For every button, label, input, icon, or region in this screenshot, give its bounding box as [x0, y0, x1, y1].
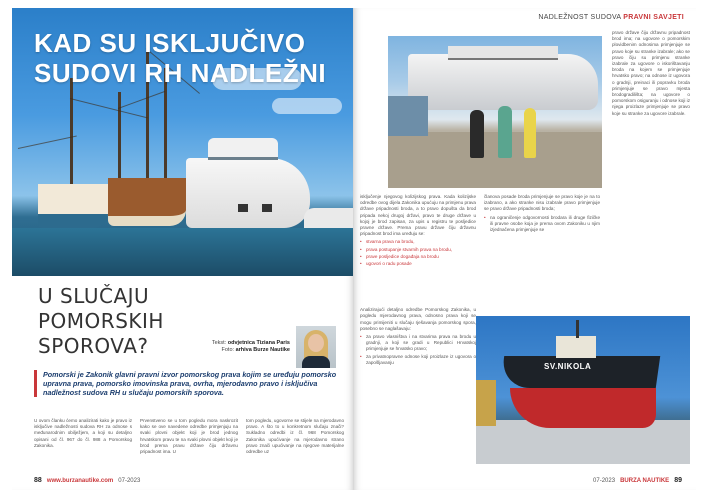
- list-item: • na ograničenje odgovornosti brodara ili druge fizičke ili pravne osobe koja je prema ovom Zakoniku u njim izjednačena primjenjuje se: [484, 215, 600, 234]
- right-page: [354, 8, 696, 490]
- list-item: • ugovori o radu posade: [360, 261, 476, 267]
- left-page-number: 88: [34, 477, 42, 484]
- photo-credit-label: Foto:: [221, 347, 235, 353]
- right-col-3: [612, 30, 690, 119]
- left-page: [12, 8, 354, 490]
- photo-credit-name: arhiva Burze Nautike: [235, 347, 290, 353]
- headline-line2: SPOROVA?: [38, 334, 149, 358]
- footer-issue: 07-2023: [593, 478, 616, 484]
- magazine-spread: [12, 8, 696, 490]
- author-credits: [190, 340, 290, 354]
- left-col-1: [34, 418, 132, 457]
- list-item: • za privatnopravne odnose koji proizlaze iz ugovora o zapošljavanju: [360, 354, 476, 366]
- left-col-3-text: tom pogledu, ugovorne se stijele na mjerodavno pravo. A što to u konkretnom slučaju znači? Sukladno odredbi iz čl. 968 Pomorskog Zakonika upućivanje na mjerodavno strano pravo znači upućivanje na njegove materijalne odredbe uz: [246, 418, 344, 455]
- left-col-1-text: U ovom članku ćemo analizirati kako je pravo iz isključive nadležnosti sudova RH za odnose s međunarodnim obilježjem, a koji su detaljno opisani od čl. 967 do čl. 988 a Pomorskog Zakonika.: [34, 418, 132, 448]
- headline-line1: U SLUČAJU POMORSKIH: [38, 284, 164, 333]
- running-head-accent: PRAVNI SAVJETI: [623, 14, 684, 21]
- right-col-1-list2: [360, 334, 476, 366]
- photo-ship: [476, 316, 690, 464]
- running-head: [538, 14, 684, 21]
- right-col-2-top: članova posade broda primjenjuje se pravo koje je na to izabrano, a ako stranke nisu izabrale pravo primjenjuje se pravo države pripadnosti broda;: [484, 194, 600, 212]
- list-item: • prave posljedice događaja na brodu: [360, 254, 476, 260]
- left-col-3: [246, 418, 344, 457]
- right-col-1: [360, 194, 476, 367]
- hero-title-line1: KAD SU ISKLJUČIVO: [34, 28, 306, 58]
- list-item: • prava postupanje stvarnih prava na brodu,: [360, 247, 476, 253]
- right-col-3-text: pravo države čiju državnu pripadnost brod ima; na ugovore o pomorskim plovidbenim odnosima primjenjuje se pravo koje su stranke izabrale; ako se pravo čiju su primjenu stranke izabrale za ugovore o iskorištavanju broda na kojem se primjenjuje hrvatsko pravo; na odnose iz ugovora o gradnji, preinaci ili popravku broda primjenjuje se pravo mjesta brodogradilišta; na ugovore o pomorskom osiguranju i odnose koji iz njega proizlaze primjenjuje se pravo koje su stranke za ugovore izabrale.: [612, 30, 690, 116]
- photo-people-pier: [388, 36, 602, 188]
- right-col-1-list: [360, 239, 476, 267]
- left-body-columns: [34, 418, 346, 457]
- right-col-1-bottom: Analizirajući detaljno odredbe Pomorskog Zakonika, u pogledu mjerodavnog prava, odnosno prava koji se mogu primijeniti u slučaju rješavanja pomorskog spora, posebno se naglašavaju:: [360, 307, 476, 331]
- list-item: • stvarna prava na brodu,: [360, 239, 476, 245]
- right-col-3-wrap: [612, 30, 690, 119]
- right-col-1-top: isključenje njegovog kolizijskog prava. Kada kolizijske odredbe ovog dijela Zakonika upućuju na primjenu prava države pripadnosti broda, a to pravo dopušta da brod pripada nekoj drugoj državi, pravo te druge države u kojoj je brod zapisan, za upis u registru te posljedice pravne države. Prema pravu države čiju državnu pripadnost brod ima uređuju se:: [360, 194, 476, 237]
- running-head-section: NADLEŽNOST SUDOVA: [538, 14, 622, 21]
- hero-photo-harbor: [12, 8, 354, 276]
- left-col-2: [140, 418, 238, 457]
- footer-issue: 07-2023: [118, 478, 141, 484]
- list-item: • za pravo vlasništva i na stvarima prava na brodu u gradnji, a koji se gradi u Republici Hrvatskoj primjenjuje se hrvatsko pravo;: [360, 334, 476, 353]
- right-col-2-list: [484, 215, 600, 234]
- author-name: odvjetnica Tiziana Paris: [227, 340, 290, 346]
- footer-site: www.burzanautike.com: [46, 478, 114, 484]
- author-portrait: [296, 326, 336, 368]
- ship-name-label: SV.NIKOLA: [544, 362, 592, 371]
- right-page-number: 89: [674, 477, 682, 484]
- hero-title: [34, 28, 354, 88]
- article-lead: Pomorski je Zakonik glavni pravni izvor pomorskog prava kojim se uređuju pomorsko upravna prava, pomorsko imovinska prava, ovrha, mjerodavno pravo i isključiva nadležnost sudova RH u slučaju pomorskih sporova.: [34, 370, 346, 397]
- right-footer: [593, 477, 682, 484]
- footer-brand: BURZA NAUTIKE: [620, 478, 670, 484]
- left-col-2-text: Prvenstveno se u tom pogledu mora naskrozit kako se ove navedene odredbe primjenjuju na svaki plovni objekt koji je brod jednog hrvatskom pravu te na svaki plovni objekt koji je brod prema pravu države čiju državnu pripadnost ima. U: [140, 418, 238, 455]
- left-footer: [34, 477, 140, 484]
- author-text-label: Tekst:: [211, 340, 227, 346]
- hero-title-line2: SUDOVI RH NADLEŽNI: [34, 58, 327, 88]
